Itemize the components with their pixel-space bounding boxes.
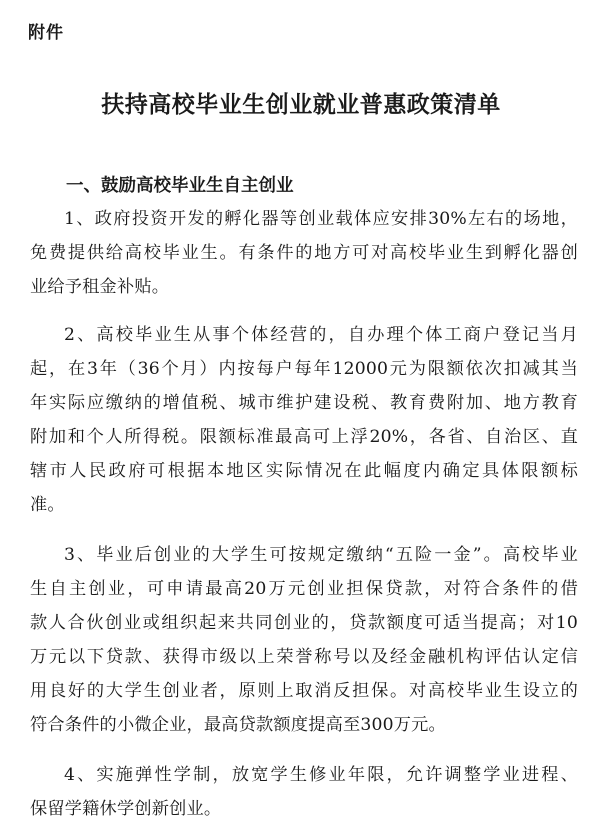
paragraph-line: 符合条件的小微企业，最高贷款额度提高至300万元。: [30, 715, 446, 735]
paragraph-line: 年实际应缴纳的增值税、城市维护建设税、教育费附加、地方教育: [30, 393, 578, 413]
paragraph-line: 款人合伙创业或组织起来共同创业的，贷款额度可适当提高；对10: [30, 613, 578, 633]
paragraph-line: 2、高校毕业生从事个体经营的，自办理个体工商户登记当月: [64, 325, 578, 345]
paragraph-line: 保留学籍休学创新创业。: [30, 799, 222, 819]
paragraph-line: 1、政府投资开发的孵化器等创业载体应安排30%左右的场地，: [64, 209, 578, 229]
paragraph-line: 万元以下贷款、获得市级以上荣誉称号以及经金融机构评估认定信: [30, 647, 578, 667]
paragraph-line: 起，在3年（36个月）内按每户每年12000元为限额依次扣减其当: [30, 359, 578, 379]
paragraph-line: 3、毕业后创业的大学生可按规定缴纳“五险一金”。高校毕业: [64, 545, 578, 565]
section-heading: 一、鼓励高校毕业生自主创业: [66, 176, 294, 196]
paragraph-line: 免费提供给高校毕业生。有条件的地方可对高校毕业生到孵化器创: [30, 243, 578, 263]
paragraph-3: [30, 538, 578, 742]
paragraph-line: 准。: [30, 495, 65, 515]
paragraph-line: 辖市人民政府可根据本地区实际情况在此幅度内确定具体限额标: [30, 461, 578, 481]
paragraph-2: [30, 318, 578, 522]
paragraph-line: 附加和个人所得税。限额标准最高可上浮20%，各省、自治区、直: [30, 427, 578, 447]
paragraph-line: 生自主创业，可申请最高20万元创业担保贷款，对符合条件的借: [30, 579, 578, 599]
attachment-label: 附件: [28, 23, 64, 43]
paragraph-1: [30, 202, 578, 304]
document-title: 扶持高校毕业生创业就业普惠政策清单: [101, 91, 501, 118]
paragraph-4: [30, 758, 578, 826]
paragraph-line: 业给予租金补贴。: [30, 277, 170, 297]
paragraph-line: 用良好的大学生创业者，原则上取消反担保。对高校毕业生设立的: [30, 681, 578, 701]
paragraph-line: 4、实施弹性学制，放宽学生修业年限，允许调整学业进程、: [64, 765, 578, 785]
